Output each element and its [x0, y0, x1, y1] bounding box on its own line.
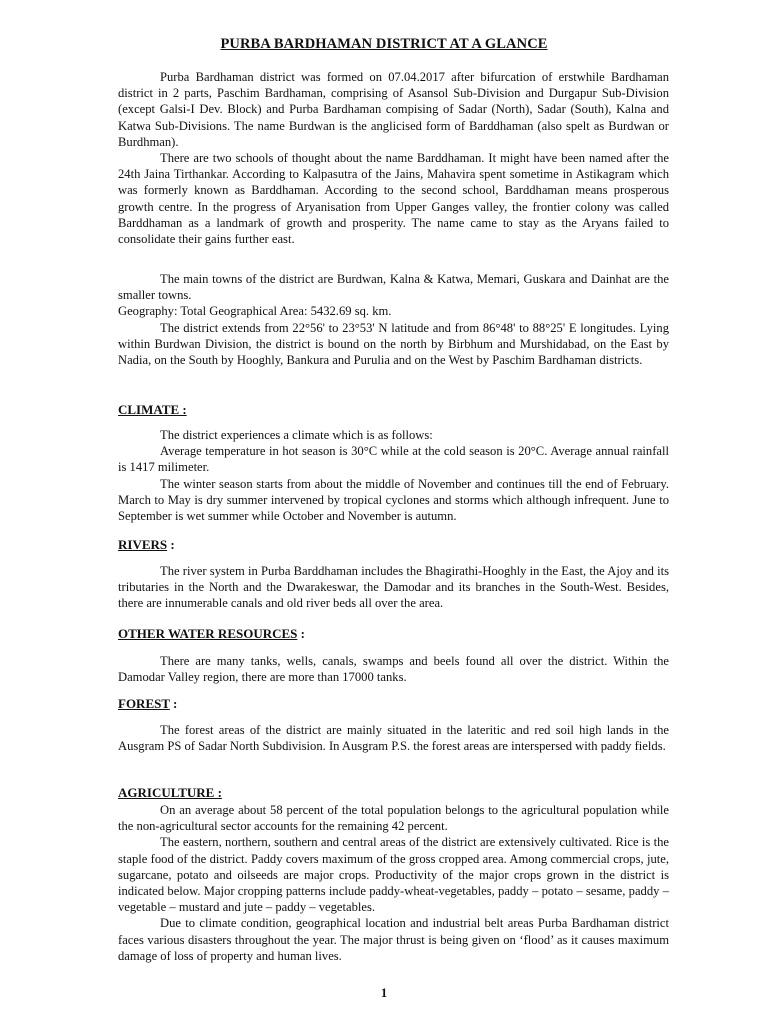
rivers-section: [118, 563, 669, 612]
agriculture-paragraph-disasters: Due to climate condition, geographical location and industrial belt areas Purba Bardhaman district faces various disasters throughout the year. The major thrust is being given on ‘flood’ as it causes maximum damage of loss of property and human lives.: [118, 916, 669, 963]
climate-paragraph-intro: The district experiences a climate which is as follows:: [160, 428, 433, 442]
geography-line: Geography: Total Geographical Area: 5432.69 sq. km.: [118, 304, 392, 319]
agriculture-paragraph-population: On an average about 58 percent of the total population belongs to the agricultural population while the non-agricultural sector accounts for the remaining 42 percent.: [118, 803, 669, 834]
agriculture-paragraph-crops: The eastern, northern, southern and central areas of the district are extensively cultivated. Rice is the staple food of the district. Paddy covers maximum of the gross cropped area. Among commercial crops, jute, sugarcane, potato and oilseeds are major crops. Productivity of the major crops grown in the district is indicated below. Major cropping patterns include paddy-wheat-vegetables, paddy – potato – sesame, paddy – vegetable – mustard and jute – paddy – vegetables.: [118, 835, 669, 915]
rivers-paragraph: The river system in Purba Barddhaman includes the Bhagirathi-Hooghly in the East, the Ajoy and its tributaries in the North and the Dwarakeswar, the Damodar and its branches in the South-West. Besides, there are innumerable canals and old river beds all over the area.: [118, 564, 669, 611]
water-heading-colon: :: [297, 626, 305, 641]
rivers-heading: [118, 537, 175, 553]
rivers-heading-colon: :: [167, 537, 175, 552]
intro-paragraph-name-origin: There are two schools of thought about the name Barddhaman. It might have been named after the 24th Jaina Tirthankar. According to Kalpasutra of the Jains, Mahavira spent sometime in Astikagram which was formerly known as Barddhaman. According to the second school, Barddhaman means prosperous growth centre. In the progress of Aryanisation from Upper Ganges valley, the frontier colony was called Barddhaman as a landmark of growth and prosperity. The name came to stay as the Aryans failed to consolidate their gains further east.: [118, 151, 669, 247]
agriculture-heading-text: AGRICULTURE :: [118, 785, 222, 800]
page-title: PURBA BARDHAMAN DISTRICT AT A GLANCE: [220, 36, 548, 52]
water-heading-text: OTHER WATER RESOURCES: [118, 626, 298, 641]
forest-heading-text: FOREST: [118, 696, 170, 711]
climate-paragraph-temperature: Average temperature in hot season is 30°C while at the cold season is 20°C. Average annual rainfall is 1417 milimeter.: [118, 444, 669, 475]
water-section: [118, 653, 669, 685]
water-heading: [118, 626, 305, 642]
water-paragraph: There are many tanks, wells, canals, swamps and beels found all over the district. Within the Damodar Valley region, there are more than 17000 tanks.: [118, 654, 669, 685]
agriculture-section: [118, 802, 669, 964]
forest-heading: [118, 696, 177, 712]
intro-paragraph-extent: The district extends from 22°56' to 23°53' N latitude and from 86°48' to 88°25' E longitudes. Lying within Burdwan Division, the district is bound on the north by Birbhum and Murshidabad, on the East by Nadia, on the South by Hooghly, Bankura and Purulia and on the West by Paschim Bardhaman districts.: [118, 320, 669, 368]
climate-heading-text: CLIMATE :: [118, 402, 187, 417]
climate-paragraph-seasons: The winter season starts from about the middle of November and continues till the end of February. March to May is dry summer intervened by tropical cyclones and storms which although infrequent. June to September is wet summer while October and November is autumn.: [118, 476, 669, 524]
intro-paragraph-towns: The main towns of the district are Burdwan, Kalna & Katwa, Memari, Guskara and Dainhat are the smaller towns.: [118, 272, 669, 303]
climate-heading: [118, 402, 187, 418]
rivers-heading-text: RIVERS: [118, 537, 168, 552]
intro-paragraph-formation: Purba Bardhaman district was formed on 07.04.2017 after bifurcation of erstwhile Bardhaman district in 2 parts, Paschim Bardhaman, comprising of Asansol Sub-Division and Durgapur Sub-Division (except Galsi-I Dev. Block) and Purba Bardhaman compising of Sadar (North), Sadar (South), Kalna and Katwa Sub-Divisions. The name Burdwan is the anglicised form of Barddhaman (also spelt as Burdwan or Burdhman).: [118, 70, 669, 149]
intro-section: [118, 69, 669, 247]
climate-section: [118, 427, 669, 524]
agriculture-heading: [118, 785, 222, 801]
forest-paragraph: The forest areas of the district are mainly situated in the lateritic and red soil high lands in the Ausgram PS of Sadar North Subdivision. In Ausgram P.S. the forest areas are interspersed with paddy fields.: [118, 723, 669, 754]
forest-heading-colon: :: [169, 696, 178, 711]
forest-section: [118, 722, 669, 754]
towns-section: [118, 271, 669, 368]
page-number: 1: [380, 986, 388, 1000]
